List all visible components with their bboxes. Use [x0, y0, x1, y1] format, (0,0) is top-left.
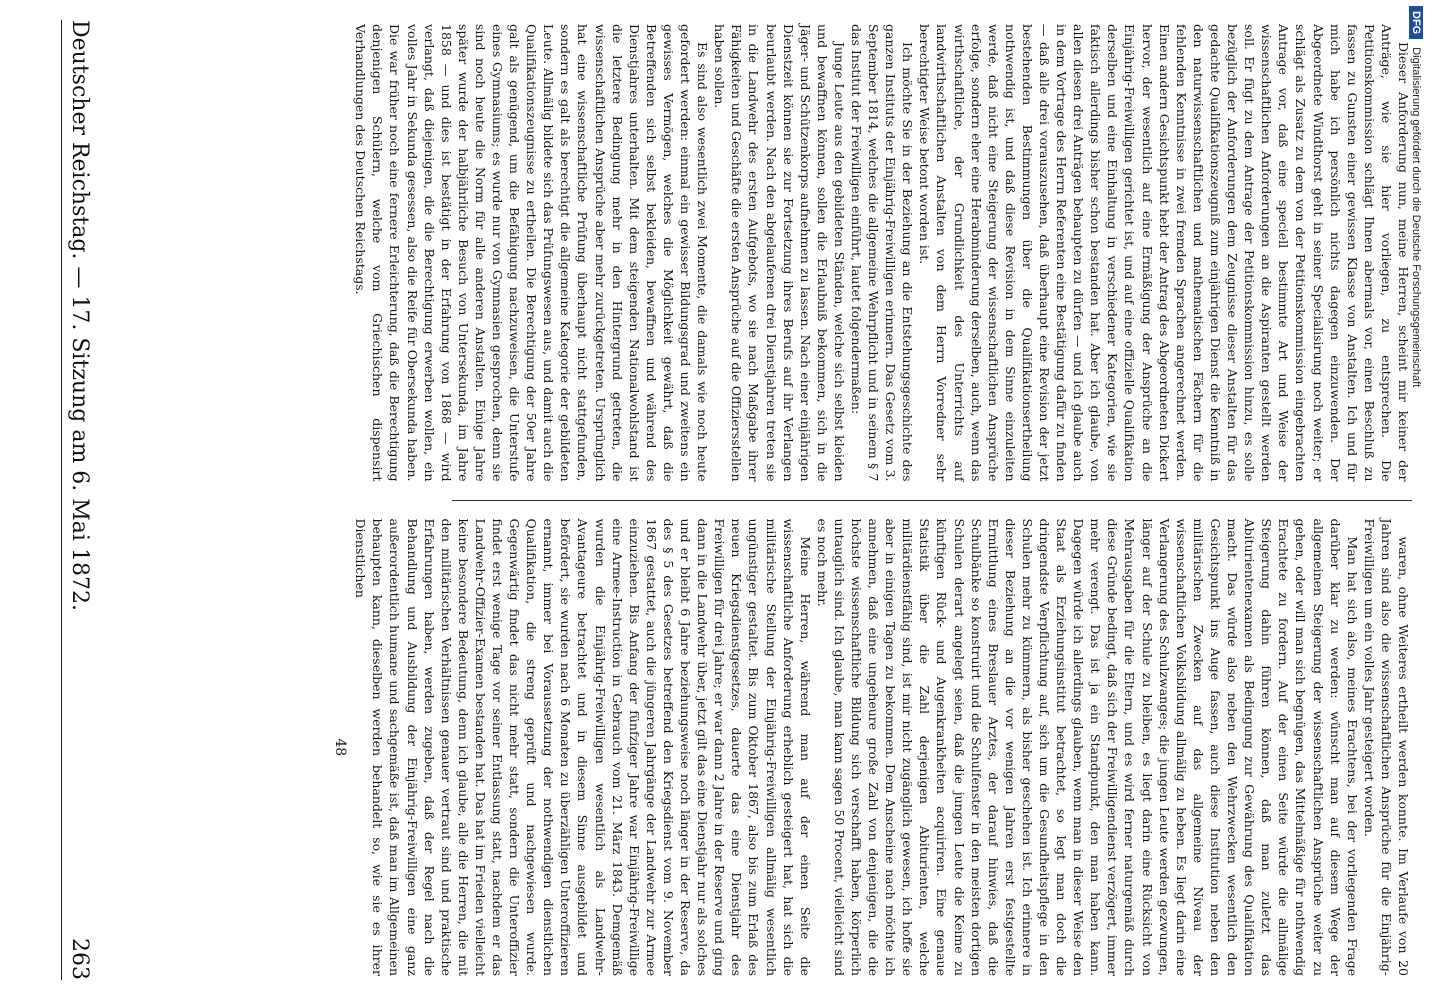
dfg-credit: [1402, 6, 1430, 626]
right-column: [332, 518, 1412, 977]
paragraph: Meine Herren, während man auf der einen Seite die wissenschaftliche Anforderung erheblich gesteigert hat, hat sich die militärische Stellung der Einjährig-Freiwilligen allmälig wesentlich ungünstiger gestaltet. Bis zum Oktober 1867, also bis zum Erlaß des neuen Kriegsdienstgesetzes, dauerte das eine Dienstjahr des Freiwilligen für drei Jahre; er war dann 2 Jahre in der Reserve und ging dann in die Landwehr über, jetzt gilt das eine Dienstjahr nur als solches und er bleibt 6 Jahre beziehungsweise noch länger in der Reserve, da des § 5 des Gesetzes betreffend den Kriegsdienst vom 9. November 1867 gestattet, auch die jüngeren Jahrgänge der Landwehr zur Armee einzuziehen. Bis Anfang der fünfziger Jahre war Einjährig-Freiwillige eine Armee-Instruction in Gebrauch vom 21. März 1843. Demgemäß wurden die Einjährig-Freiwilligen wesentlich als Landwehr-Avantageure betrachtet und in diesem Sinne ausgebildet und befördert, sie wurden nach 6 Monaten zu überzähligen Unteroffizieren ernannt, immer bei Voraussetzung der nothwendigen dienstlichen Qualifikation, die streng geprüft und nachgewiesen wurde. Gegenwärtig findet das nicht mehr statt, sondern die Unteroffizier findet erst wenige Tage vor seiner Entlassung statt, nachdem er das Landwehr-Offizier-Examen bestanden hat. Das hat im Frieden vielleicht keine besondere Bedeutung, denn ich glaube, alle die Herren, die mit den militärischen Verhältnissen genauer vertraut sind und praktische Erfahrungen haben, werden zugeben, daß der Regel nach die Behandlung und Ausbildung der Einjährig-Freiwilligen eine ganz außerordentlich humane und sachgemäße ist, daß man im Allgemeinen behaupten kann, dieselben werden behandelt so, wie sie es ihrer Dienstlichen: [353, 518, 813, 976]
header-title: Deutscher Reichstag. — 17. Sitzung am 6. Mai 1872.: [67, 20, 93, 611]
paragraph: Man hat sich also, meines Erachtens, bei der vorliegenden Frage darüber klar zu werden: wünscht man auf diesem Wege der allgemeinen Steigerung der wissenschaftlichen Ansprüche weiter zu gehen, oder will man sich begnügen, das Mittelmäßige für nothwendig Erachtete zu fordern. Auf der einen Seite würde die allmälige Steigerung dahin führen können, daß man zuletzt das Abiturientenexamen als Bedingung zur Gewährung des Qualifikation macht. Das würde also neben den Wehrzwecken wesentlich den Gesichtspunkt ins Auge fassen, auch diese Institution neben den militärischen Zwecken auf das allgemeine Niveau der wissenschaftlichen Volksbildung allmälig zu heben. Es liegt darin eine Verlangerung des Schulzwanges; die jungen Leute werden gezwungen, länger auf der Schule zu bleiben, es liegt darin eine Rücksicht von Mehrausgaben für die Eltern, und es wird ferner naturgemäß durch diese Gründe bedingt, daß sich der Freiwilligendienst verzögert, immer mehr verengt. Das ist ja ein Standpunkt, den man haben kann. Dagegen würde ich allerdings glauben, wenn man in dieser Weise den Staat als Erziehungsinstitut betrachtet, so legt man doch die dringendste Verpflichtung auf, sich um die Gesundheitspflege in den Schulen mehr zu kümmern, als bisher geschehen ist. Ich erinnere in dieser Beziehung an die vor wenigen Jahren erst festgestellte Ermittlung eines Breslauer Arztes, der darauf hinwies, daß die Schulbänke so konstruirt und die Schulfenster in den meisten dortigen Schulen derart angelegt seien, daß die jungen Leute die Keime zu künftigen Rück- und Augenkrankheiten acquiriren. Eine genaue Statistik über die Zahl derjenigen Abiturienten, welche militärdienstfähig sind, ist mir nicht zugänglich gewesen, ich hoffe sie aber in einigen Tagen zu bekommen. Dem Anscheine nach möchte ich annehmen, daß eine ungeheure große Zahl von denjenigen, die die höchste wissenschaftliche Bildung sich verschafft haben, körperlich untauglich sind. Ich glaube, man kann sagen 50 Procent, vielleicht sind es noch mehr.: [814, 518, 1360, 976]
column-divider: [452, 500, 1412, 501]
dfg-credit-text: Digitalisierung gefördert durch die Deutsche Forschungsgemeinschaft: [1410, 47, 1422, 388]
signature-mark: 48: [332, 738, 349, 757]
paragraph: Junge Leute aus den gebildeten Ständen, welche sich selbst kleiden und bewaffnen können, sollen die Erlaubniß bekommen, sich in die Jäger- und Schützenkorps aufnehmen zu lassen. Nach einer einjährigen Dienstzeit können sie zur Fortsetzung ihres Berufs auf ihr Verlangen beurlaubt werden. Nach den abgelaufenen drei Dienstjahren treten sie in die Landwehr des ersten Aufgebots, wo sie nach Maßgabe ihrer Fähigkeiten und Geschäfte die ersten Ansprüche auf die Offiziersstellen haben sollen.: [712, 24, 847, 482]
page-number: 263: [67, 938, 93, 980]
text-columns: [332, 24, 1412, 976]
page-header: [62, 20, 98, 980]
paragraph: waren, ohne Weiteres ertheilt werden konnte. Im Verlaufe von 20 Jahren sind also die wissenschaftlichen Ansprüche für die Einjährig-Freiwilligen um ein volles Jahr gesteigert worden.: [1361, 518, 1411, 976]
dfg-logo-icon: DFG: [1409, 6, 1423, 39]
paragraph: Ich möchte Sie in der Beziehung an die Entstehungsgeschichte des ganzen Instituts der Einjährig-Freiwilligen erinnern. Das Gesetz vom 3. September 1814, welches die allgemeine Wehrpflicht und in seinem § 7 das Institut der Freiwilligen einführt, lautet folgendermaßen:: [849, 24, 916, 482]
left-column: [353, 24, 1412, 482]
paragraph: Dieser Anforderung nun, meine Herren, scheint mir keiner der Anträge, wie sie hier vorliegen, zu entsprechen. Die Petitionskommission schlägt Ihnen abermals vor, einen Beschluß zu fassen zu Gunsten einer gewissen Klasse von Anstalten. Ich und für mich habe ich persönlich nichts dagegen einzuwenden. Der Abgeordnete Windthorst geht in seiner Specialisirung noch weiter; er schlägt als Zusatz zu dem von der Petitionskommission eingebrachten Antrage vor, daß eine speciell bestimmte Art und Weise der wissenschaftlichen Anforderungen an die Aspiranten gestellt werden soll. Er fügt zu dem Antrage der Petitionskommission hinzu, es solle bezüglich der Anforderungen dem Zeugnisse dieser Anstalten für das gedachte Qualifikationszeugniß zum einjährigen Dienst die Kenntniß in den naturwissenschaftlichen und mathematischen Fächern für die fehlenden Kenntnisse in zwei fremden Sprachen angerechnet werden. Einen andern Gesichtspunkt hebt der Antrag des Abgeordneten Dickert hervor, der wesentlich auf eine Ermäßigung der Ansprüche an die Einjährig-Freiwilligen gerichtet ist, und auf eine offizielle Qualifikation derselben und eine Einhaltung in verschiedener Kategorien, wie sie faktisch allerdings bisher schon bestanden hat. Aber ich glaube, von allen diesen drei Anträgen behaupten zu dürfen — und ich glaube auch in dem Vortrage des Herrn Referenten eine Bestätigung dafür zu finden — daß alle drei vorauszusehen, daß überhaupt eine Revision der jetzt bestehenden Bestimmungen über die Qualifikationsertheilung nothwendig ist, und daß diese Revision in dem Sinne einzuleiten werde, daß nicht eine Steigerung der wissenschaftlichen Ansprüche erfolge, sondern eher eine Herabminderung derselben, auch, wenn das wirthschaftliche, der Grundlichkeit des Unterrichts auf landwirthschaftlichen Anstalten von dem Herrn Vorredner sehr berechtigter Weise betont worden ist.: [917, 24, 1411, 482]
paragraph: Es sind also wesentlich zwei Momente, die damals wie noch heute gefordert werden: einmal ein gewisser Bildungsgrad und zweitens ein gewisses Vermögen, welches die Möglichkeit gewährt, daß die Betreffenden sich selbst bekleiden, bewaffnen und während des Dienstjahres unterhalten. Mit dem steigenden Nationalwohlstand ist die letztere Bedingung mehr in den Hintergrund getreten, die wissenschaftlichen Ansprüche aber mehr zurückgetreten. Ursprünglich hat eine wissenschaftliche Prüfung überhaupt nicht stattgefunden, sondern es galt als berechtigt die allgemeine Kategorie der gebildeten Leute. Allmälig bildete sich das Prüfungswesen aus, und damit auch die Qualifikationszeugnisse zu ertheilen. Die Berechtigung der 50er Jahre galt als genügend, um die Befähigung nachzuweisen, die Unterstufe eines Gymnasiums; es wurde nur von Gymnasien gesprochen, denn sie sind noch heute die Norm für alle anderen Anstalten. Einige Jahre später wurde der halbjährliche Besuch von Untersekunda, im Jahre 1858 — und dies ist bestätigt in der Erfahrung von 1868 — wird verlangt, daß diejenigen, die die Berechtigung erwerben wollen, ein volles Jahr in Sekunda gesessen, also die Reife für Obersekunda haben. Die war früher noch eine fernere Erleichterung, daß die Berechtigung denjenigen Schülern, welche vom Griechischen dispensirt Verhandlungen des Deutschen Reichstags.: [353, 24, 711, 482]
